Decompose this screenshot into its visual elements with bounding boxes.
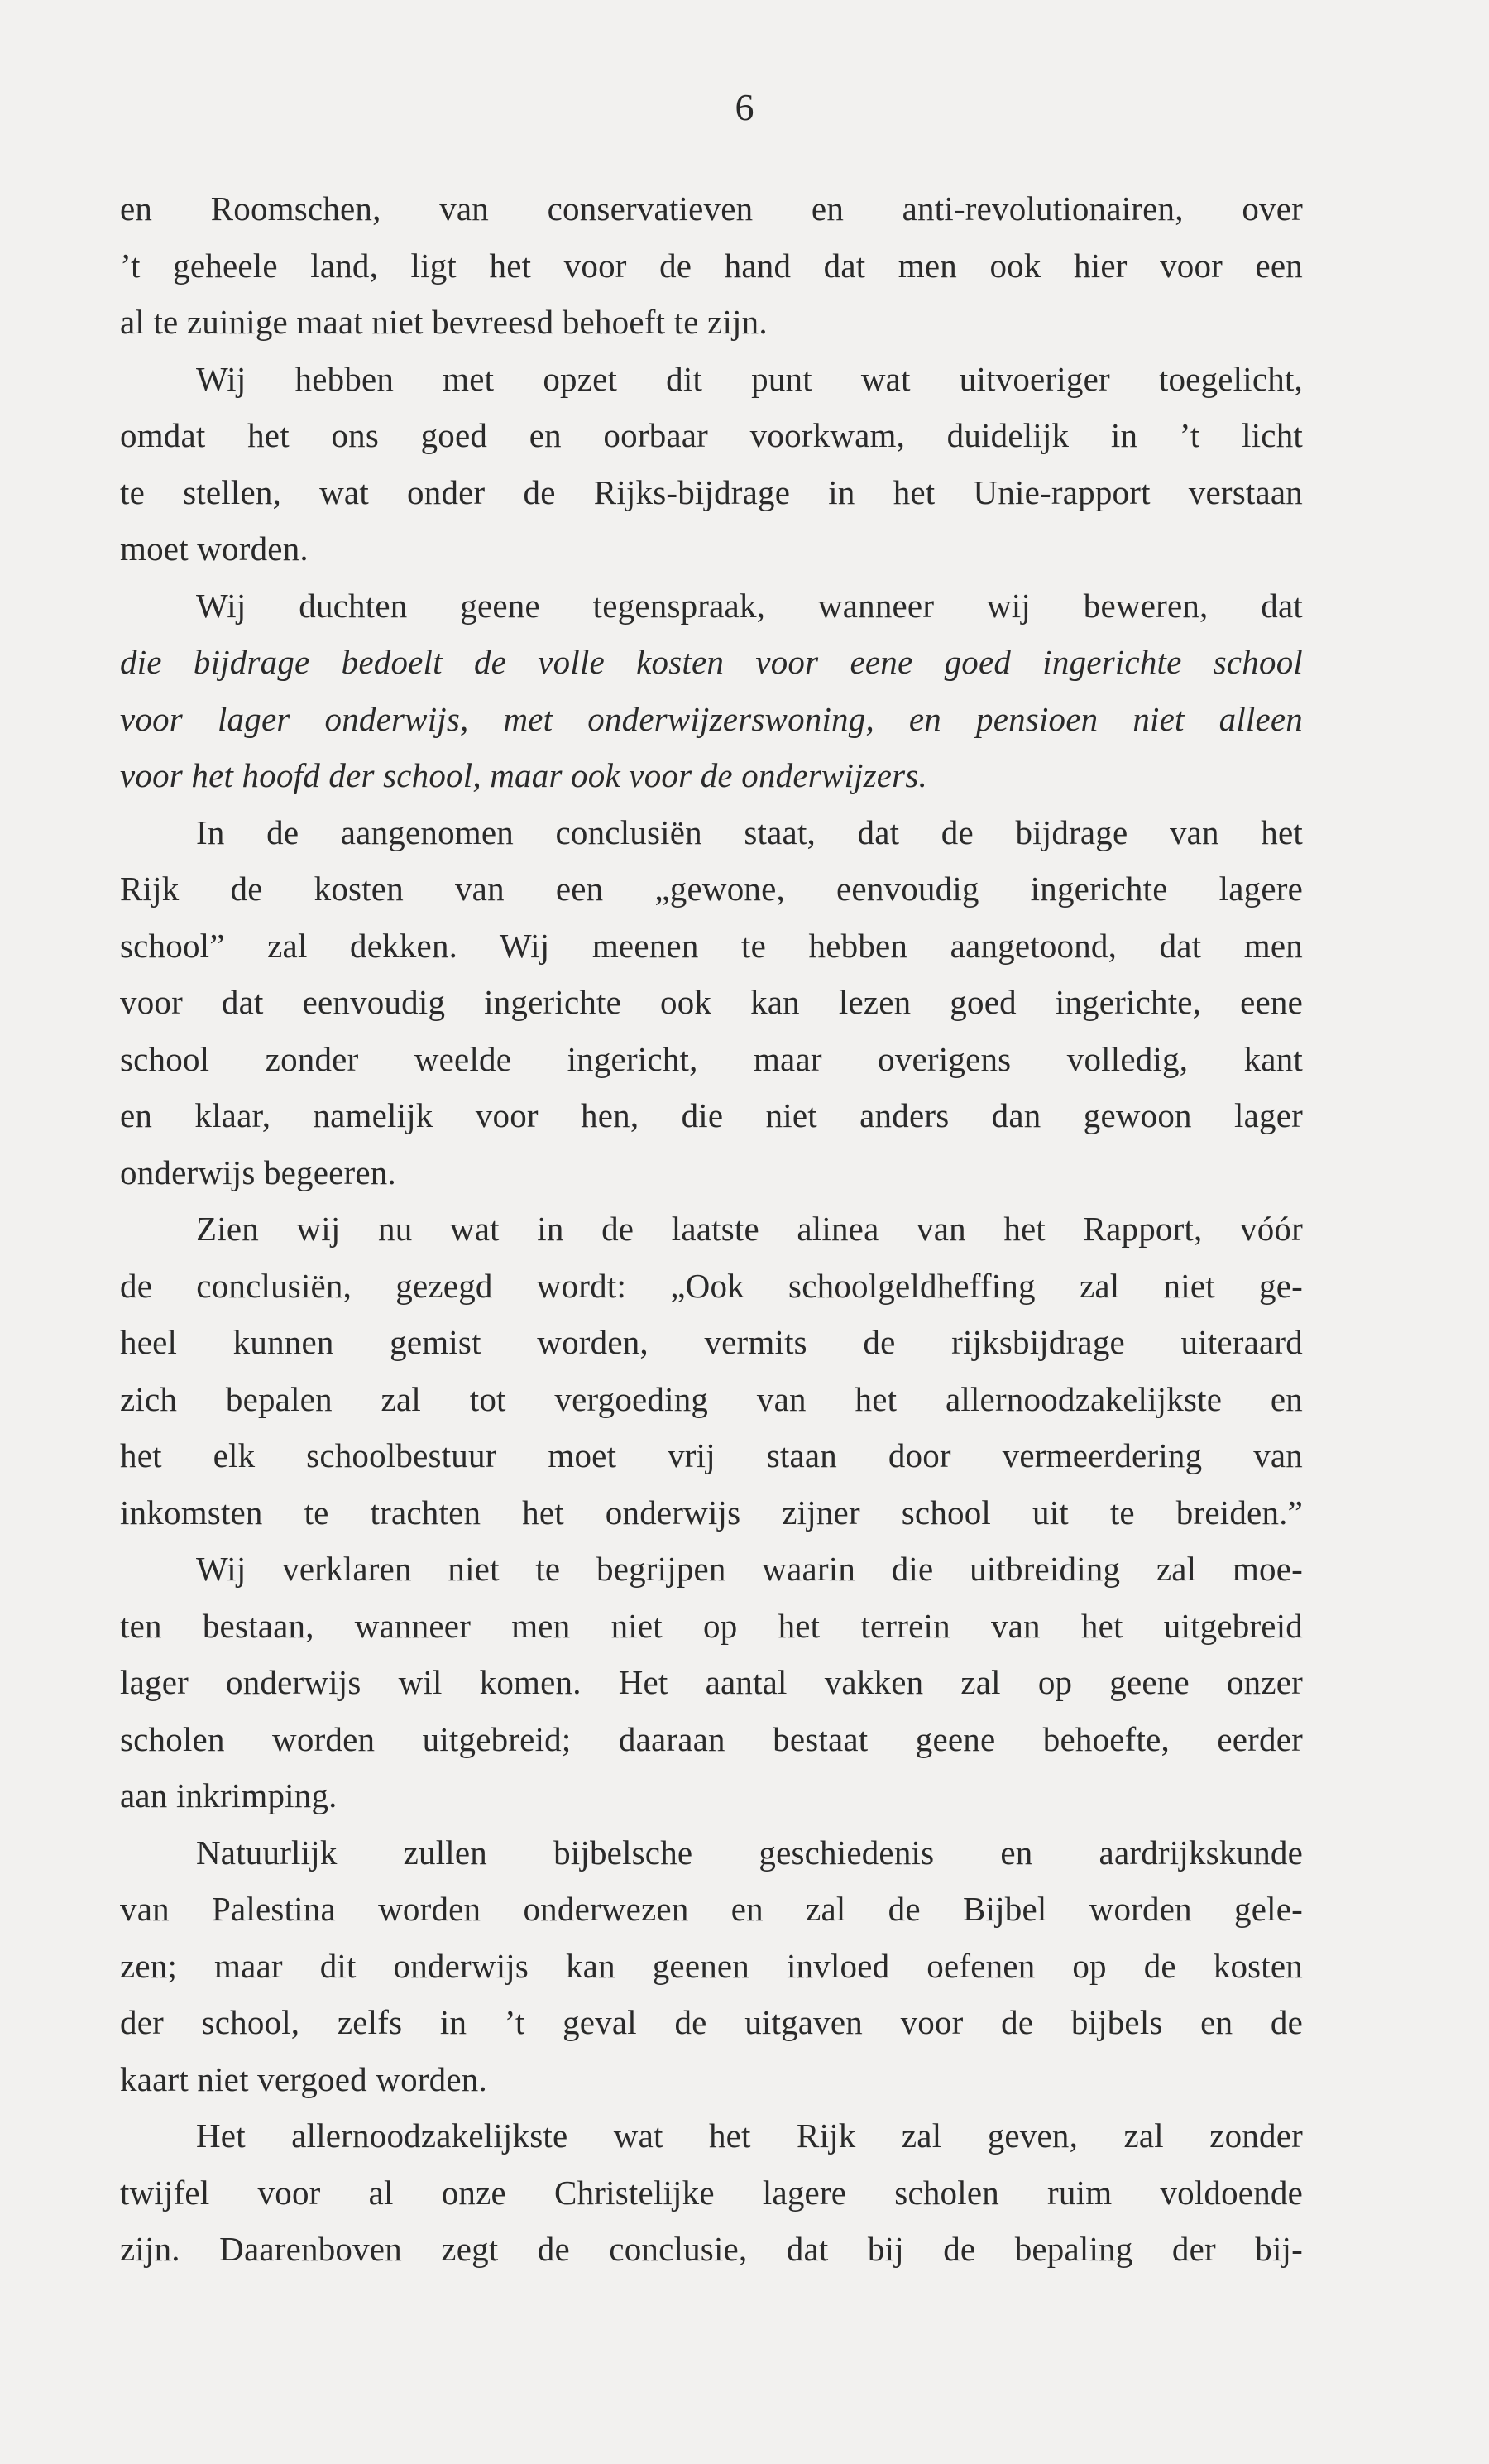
text-line: zich bepalen zal tot vergoeding van het allernoodzakelijkste en xyxy=(120,1379,1303,1418)
text-line: de conclusiën, gezegd wordt: „Ook schoolgeldheffing zal niet ge- xyxy=(120,1266,1303,1305)
text-line: scholen worden uitgebreid; daaraan bestaat geene behoefte, eerder xyxy=(120,1719,1303,1758)
text-line: voor het hoofd der school, maar ook voor de onderwijzers. xyxy=(120,756,927,794)
text-line: lager onderwijs wil komen. Het aantal vakken zal op geene onzer xyxy=(120,1663,1303,1701)
text-line: onderwijs begeeren. xyxy=(120,1153,396,1191)
text-line: heel kunnen gemist worden, vermits de rijksbijdrage uiteraard xyxy=(120,1323,1303,1361)
text-line: Natuurlijk zullen bijbelsche geschiedenis en aardrijkskunde xyxy=(196,1833,1303,1872)
text-line: aan inkrimping. xyxy=(120,1776,338,1814)
text-line: ten bestaan, wanneer men niet op het terrein van het uitgebreid xyxy=(120,1606,1303,1645)
text-line: Wij hebben met opzet dit punt wat uitvoeriger toegelicht, xyxy=(196,359,1303,398)
text-line: Rijk de kosten van een „gewone, eenvoudig ingerichte lagere xyxy=(120,870,1303,908)
text-line: inkomsten te trachten het onderwijs zijner school uit te breiden.” xyxy=(120,1493,1303,1532)
text-line: school zonder weelde ingericht, maar overigens volledig, kant xyxy=(120,1039,1303,1078)
text-line: te stellen, wat onder de Rijks-bijdrage in het Unie-rapport verstaan xyxy=(120,472,1303,511)
text-line: twijfel voor al onze Christelijke lagere scholen ruim voldoende xyxy=(120,2173,1303,2212)
text-line: omdat het ons goed en oorbaar voorkwam, duidelijk in ’t licht xyxy=(120,416,1303,454)
text-line: die bijdrage bedoelt de volle kosten voor eene goed ingerichte school xyxy=(120,643,1303,681)
text-line: en Roomschen, van conservatieven en anti-revolutionairen, over xyxy=(120,189,1303,228)
text-line: In de aangenomen conclusiën staat, dat de bijdrage van het xyxy=(196,813,1303,851)
text-line: al te zuinige maat niet bevreesd behoeft te zijn. xyxy=(120,303,768,341)
page-number: 6 xyxy=(735,86,754,128)
text-line: voor lager onderwijs, met onderwijzerswoning, en pensioen niet alleen xyxy=(120,699,1303,738)
text-line: Het allernoodzakelijkste wat het Rijk zal geven, zal zonder xyxy=(196,2116,1303,2155)
text-line: kaart niet vergoed worden. xyxy=(120,2059,487,2098)
text-line: Zien wij nu wat in de laatste alinea van het Rapport, vóór xyxy=(196,1210,1303,1248)
text-line: het elk schoolbestuur moet vrij staan door vermeerdering van xyxy=(120,1436,1303,1474)
text-line: Wij verklaren niet te begrijpen waarin die uitbreiding zal moe- xyxy=(196,1550,1303,1588)
text-line: der school, zelfs in ’t geval de uitgaven voor de bijbels en de xyxy=(120,2003,1303,2041)
body-text xyxy=(120,180,1303,2278)
text-line: zijn. Daarenboven zegt de conclusie, dat bij de bepaling der bij- xyxy=(120,2230,1303,2268)
text-line: school” zal dekken. Wij meenen te hebben aangetoond, dat men xyxy=(120,926,1303,965)
text-line: Wij duchten geene tegenspraak, wanneer wij beweren, dat xyxy=(196,586,1303,625)
text-line: moet worden. xyxy=(120,530,309,568)
text-line: en klaar, namelijk voor hen, die niet anders dan gewoon lager xyxy=(120,1096,1303,1134)
text-line: voor dat eenvoudig ingerichte ook kan lezen goed ingerichte, eene xyxy=(120,983,1303,1021)
text-line: van Palestina worden onderwezen en zal de Bijbel worden gele- xyxy=(120,1890,1303,1928)
text-line: ’t geheele land, ligt het voor de hand dat men ook hier voor een xyxy=(120,246,1303,285)
text-line: zen; maar dit onderwijs kan geenen invloed oefenen op de kosten xyxy=(120,1946,1303,1985)
